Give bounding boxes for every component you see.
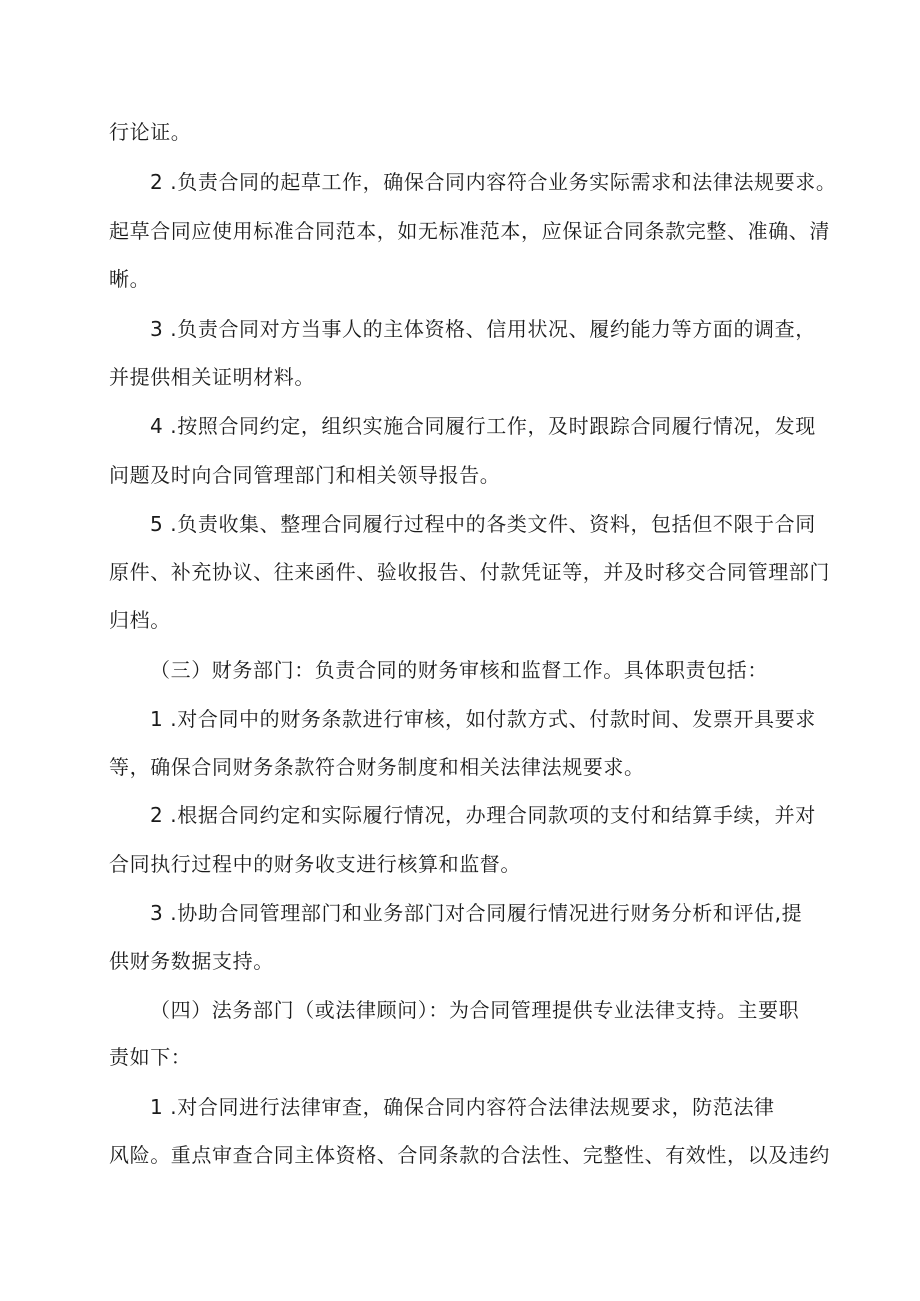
- text-line: 责如下：: [109, 1045, 192, 1069]
- text-line: 晰。: [109, 267, 151, 291]
- text-line: 3 .协助合同管理部门和业务部门对合同履行情况进行财务分析和评估,提: [150, 901, 803, 925]
- text-line: 起草合同应使用标准合同范本，如无标准范本，应保证合同条款完整、准确、清: [109, 219, 830, 243]
- text-line: 1 .对合同中的财务条款进行审核，如付款方式、付款时间、发票开具要求: [150, 707, 816, 731]
- text-line: 行论证。: [109, 120, 192, 144]
- text-line: 并提供相关证明材料。: [109, 365, 315, 389]
- text-line: 4 .按照合同约定，组织实施合同履行工作，及时跟踪合同履行情况，发现: [150, 414, 816, 438]
- text-line: 等，确保合同财务条款符合财务制度和相关法律法规要求。: [109, 755, 645, 779]
- text-line: 原件、补充协议、往来函件、验收报告、付款凭证等，并及时移交合同管理部门: [109, 560, 830, 584]
- text-line: 3 .负责合同对方当事人的主体资格、信用状况、履约能力等方面的调查，: [150, 317, 816, 341]
- text-line: 2 .负责合同的起草工作，确保合同内容符合业务实际需求和法律法规要求。: [150, 170, 837, 194]
- text-line: 5 .负责收集、整理合同履行过程中的各类文件、资料，包括但不限于合同: [150, 512, 816, 536]
- text-line: 归档。: [109, 608, 171, 632]
- section-heading: （三）财务部门：负责合同的财务审核和监督工作。具体职责包括：: [150, 658, 768, 682]
- section-heading: （四）法务部门（或法律顾问）：为合同管理提供专业法律支持。主要职: [150, 998, 800, 1022]
- text-line: 2 .根据合同约定和实际履行情况，办理合同款项的支付和结算手续，并对: [150, 803, 816, 827]
- text-line: 1 .对合同进行法律审查，确保合同内容符合法律法规要求，防范法律: [150, 1095, 775, 1119]
- text-line: 供财务数据支持。: [109, 949, 274, 973]
- text-line: 风险。重点审查合同主体资格、合同条款的合法性、完整性、有效性，以及违约: [109, 1143, 830, 1167]
- text-line: 合同执行过程中的财务收支进行核算和监督。: [109, 852, 521, 876]
- text-line: 问题及时向合同管理部门和相关领导报告。: [109, 463, 501, 487]
